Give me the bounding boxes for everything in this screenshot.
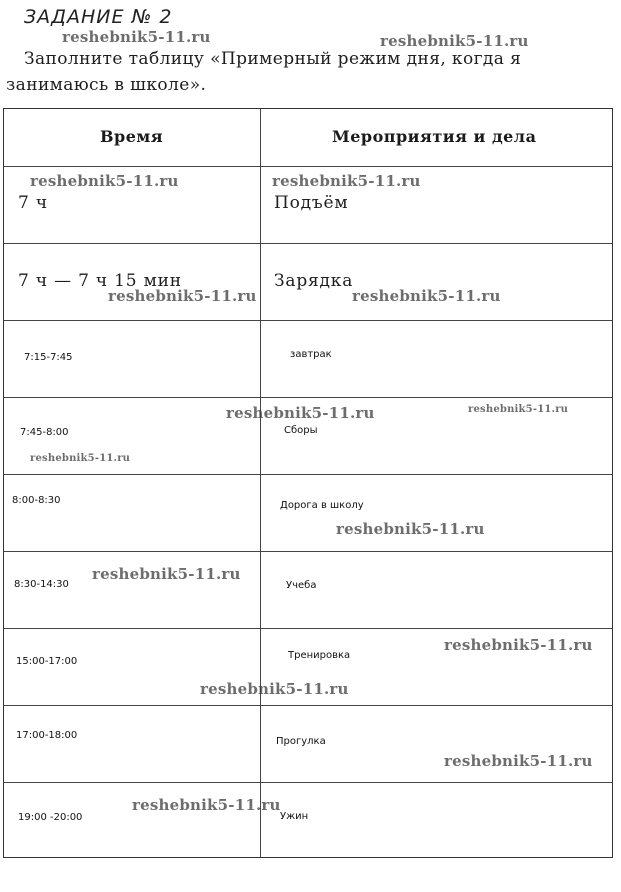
time-cell: 19:00 -20:00 — [18, 812, 83, 823]
activity-cell: Подъём — [274, 193, 349, 213]
time-cell: 8:30-14:30 — [14, 579, 69, 590]
activity-cell: Учеба — [286, 580, 317, 591]
watermark: reshebnik5-11.ru — [30, 453, 131, 464]
row-divider — [4, 166, 612, 167]
watermark: reshebnik5-11.ru — [200, 680, 349, 698]
row-divider — [4, 397, 612, 398]
watermark: reshebnik5-11.ru — [272, 172, 421, 190]
watermark: reshebnik5-11.ru — [380, 32, 529, 50]
activity-cell: Прогулка — [276, 736, 326, 747]
schedule-table — [3, 108, 613, 858]
time-cell: 7 ч — [18, 193, 48, 213]
watermark: reshebnik5-11.ru — [444, 752, 593, 770]
watermark: reshebnik5-11.ru — [62, 28, 211, 46]
watermark: reshebnik5-11.ru — [468, 404, 569, 415]
row-divider — [4, 320, 612, 321]
task-instructions — [6, 46, 612, 98]
time-cell: 7 ч — 7 ч 15 мин — [18, 271, 182, 291]
activity-cell: Сборы — [284, 425, 318, 436]
time-cell: 15:00-17:00 — [16, 656, 78, 667]
row-divider — [4, 782, 612, 783]
activity-cell: Дорога в школу — [280, 500, 364, 511]
column-divider — [260, 109, 261, 857]
watermark: reshebnik5-11.ru — [226, 404, 375, 422]
row-divider — [4, 628, 612, 629]
watermark: reshebnik5-11.ru — [30, 172, 179, 190]
row-divider — [4, 705, 612, 706]
watermark: reshebnik5-11.ru — [92, 565, 241, 583]
activity-cell: Ужин — [280, 811, 309, 822]
watermark: reshebnik5-11.ru — [444, 636, 593, 654]
activity-cell: Тренировка — [288, 650, 351, 661]
time-cell: 7:45-8:00 — [20, 427, 69, 438]
row-divider — [4, 243, 612, 244]
activity-cell: Зарядка — [274, 271, 354, 291]
activity-cell: завтрак — [290, 349, 332, 360]
task-title: ЗАДАНИЕ № 2 — [24, 6, 173, 28]
watermark: reshebnik5-11.ru — [108, 287, 257, 305]
watermark: reshebnik5-11.ru — [132, 796, 281, 814]
watermark: reshebnik5-11.ru — [336, 520, 485, 538]
time-cell: 8:00-8:30 — [12, 495, 61, 506]
instructions-text: Заполните таблицу «Примерный режим дня, когда я занимаюсь в школе». — [6, 49, 522, 95]
time-cell: 7:15-7:45 — [24, 352, 73, 363]
time-cell: 17:00-18:00 — [16, 730, 78, 741]
header-time: Время — [100, 127, 164, 146]
watermark: reshebnik5-11.ru — [352, 287, 501, 305]
row-divider — [4, 551, 612, 552]
header-activity: Мероприятия и дела — [332, 127, 537, 146]
row-divider — [4, 474, 612, 475]
